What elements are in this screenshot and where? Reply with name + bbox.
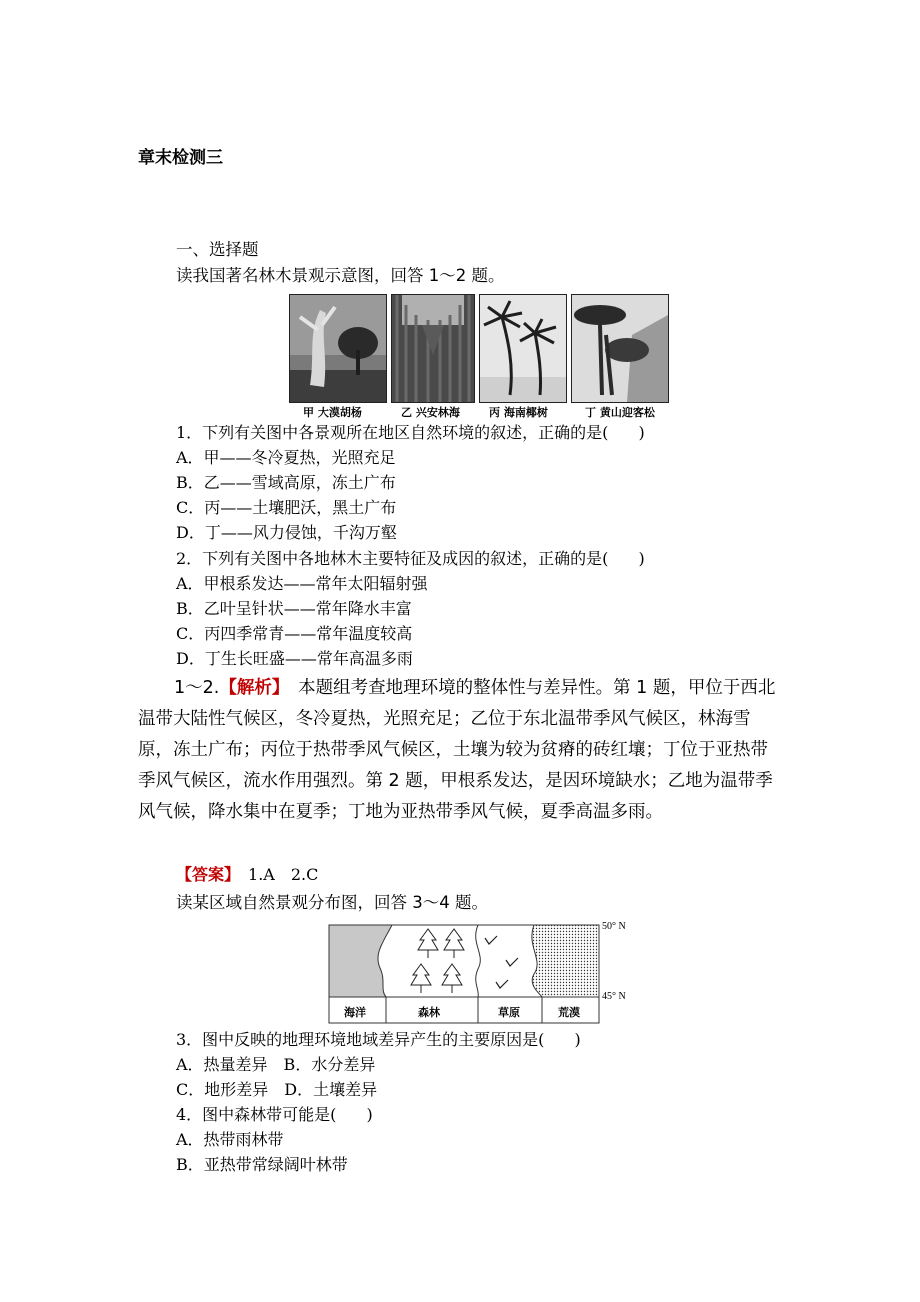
latitude-top: 50° N <box>602 921 626 932</box>
photo-caption-2: 乙 兴安林海 <box>401 406 460 419</box>
q1-option-b: B．乙——雪域高原，冻土广布 <box>176 473 396 492</box>
zone-label-ocean: 海洋 <box>344 1006 366 1019</box>
q2-option-d: D．丁生长旺盛——常年高温多雨 <box>176 649 413 668</box>
answer-line <box>176 865 318 885</box>
q2-option-a: A．甲根系发达——常年太阳辐射强 <box>176 574 428 593</box>
analysis-prefix: 1～2. <box>174 678 220 698</box>
zone-label-desert: 荒漠 <box>558 1006 580 1019</box>
photo-caption-4: 丁 黄山迎客松 <box>585 406 655 419</box>
answer-tag: 【答案】 <box>176 865 233 884</box>
intro-2: 读某区域自然景观分布图，回答 3～4 题。 <box>176 893 488 912</box>
zone-label-forest: 森林 <box>418 1006 440 1019</box>
q4-option-a: A．热带雨林带 <box>176 1130 284 1149</box>
q1-option-d: D．丁——风力侵蚀，千沟万壑 <box>176 523 397 542</box>
q3-stem: 3．图中反映的地理环境地域差异产生的主要原因是( ) <box>176 1030 581 1049</box>
answer-text: 1.A 2.C <box>232 865 319 884</box>
photo-desert-poplar <box>289 294 387 403</box>
analysis-text: 本题组考查地理环境的整体性与差异性。第 1 题，甲位于西北温带大陆性气候区，冬冷夏热，光照充足；乙位于东北温带季风气候区，林海雪原，冻土广布；丙位于热带季风气候区，土壤为较为贫瘠的砖红壤；丁位于亚热带季风气候区，流水作用强烈。第 2 题，甲根系发达，是因环境缺水；乙地为温带季风气候，降水集中在夏季；丁地为亚热带季风气候，夏季高温多雨。 <box>138 678 776 822</box>
zone-label-grassland: 草原 <box>498 1006 520 1019</box>
q3-options-cd: C．地形差异 D．土壤差异 <box>176 1080 378 1099</box>
q2-stem: 2．下列有关图中各地林木主要特征及成因的叙述，正确的是( ) <box>176 549 645 568</box>
photo-caption-1: 甲 大漠胡杨 <box>303 406 362 419</box>
analysis-paragraph <box>138 673 778 828</box>
analysis-tag: 【解析】 <box>219 678 281 698</box>
q4-option-b: B．亚热带常绿阔叶林带 <box>176 1155 348 1174</box>
photo-pine <box>571 294 669 403</box>
landscape-map <box>328 921 628 1024</box>
landscape-photos <box>289 294 671 422</box>
photo-coconut-trees <box>479 294 567 403</box>
q1-stem: 1．下列有关图中各景观所在地区自然环境的叙述，正确的是( ) <box>176 423 645 442</box>
section-title: 一、选择题 <box>176 240 259 259</box>
q2-option-c: C．丙四季常青——常年温度较高 <box>176 624 413 643</box>
photo-caption-3: 丙 海南椰树 <box>489 406 548 419</box>
q4-stem: 4．图中森林带可能是( ) <box>176 1105 373 1124</box>
latitude-bottom: 45° N <box>602 991 626 1002</box>
photo-forest <box>391 294 475 403</box>
q1-option-a: A．甲——冬冷夏热，光照充足 <box>176 448 396 467</box>
page-title: 章末检测三 <box>138 148 223 168</box>
intro-1: 读我国著名林木景观示意图，回答 1～2 题。 <box>176 266 505 285</box>
q2-option-b: B．乙叶呈针状——常年降水丰富 <box>176 599 412 618</box>
q3-options-ab: A．热量差异 B．水分差异 <box>176 1055 376 1074</box>
q1-option-c: C．丙——土壤肥沃，黑土广布 <box>176 498 397 517</box>
